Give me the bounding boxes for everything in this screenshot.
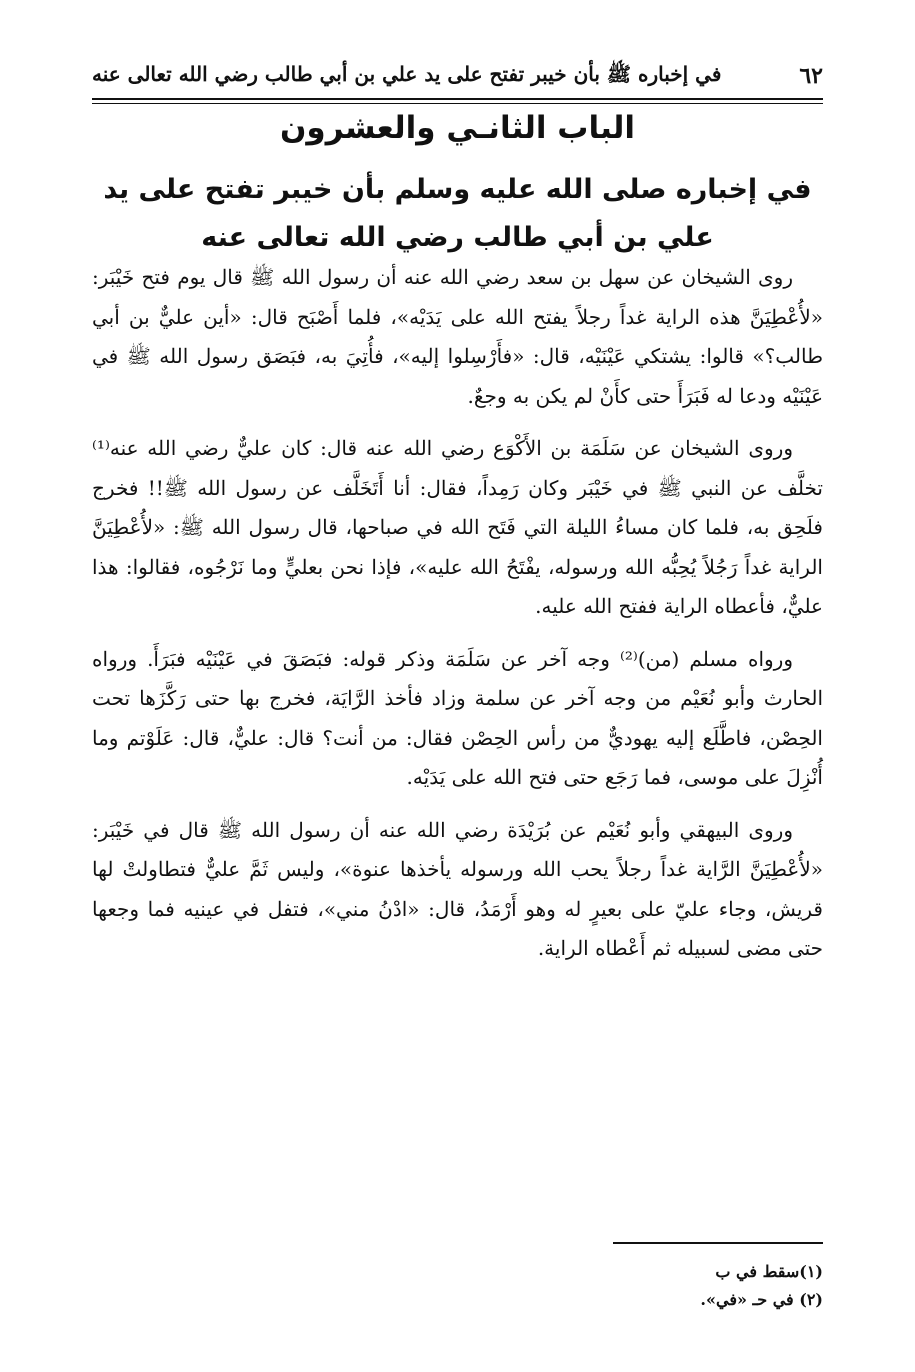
chapter-subtitle: في إخباره صلى الله عليه وسلم بأن خيبر تفتح على يد علي بن أبي طالب رضي الله تعالى عنه [103, 174, 812, 253]
paragraph: روى الشيخان عن سهل بن سعد رضي الله عنه أن رسول الله ﷺ قال يوم فتح خَيْبَر: «لأُعْطِيَنَّ هذه الراية غداً رجلاً يفتح الله على يَدَيْه»، فلما أَصْبَح قال: «أين عليٌّ بن أبي طالب؟» قالوا: يشتكي عَيْنَيْه، قال: «فأَرْسِلوا إليه»، فأُتِيَ به، فبَصَق رسول الله ﷺ في عَيْنَيْه ودعا له فَبَرَأَ حتى كأَنْ لم يكن به وجعٌ. [92, 265, 823, 408]
paragraph: وروى الشيخان عن سَلَمَة بن الأَكْوَع رضي الله عنه قال: كان عليٌّ رضي الله عنه⁽¹⁾ تخلَّف عن النبي ﷺ في خَيْبَر وكان رَمِداً، فقال: أنا أَتَخَلَّف عن رسول الله ﷺ!! فخرج فلَحِق به، فلما كان مساءُ الليلة التي فَتَح الله في صباحها، قال رسول الله ﷺ: «لأُعْطِيَنَّ الراية غداً رَجُلاً يُحِبُّه الله ورسوله، يفْتَحُ الله عليه»، فإذا نحن بعليٍّ وما نَرْجُوه، فقالوا: هذا عليٌّ، فأعطاه الراية ففتح الله عليه. [92, 436, 823, 618]
footnote: (٢) في حـ «في». [700, 1290, 823, 1309]
footnotes [423, 1258, 823, 1314]
body-text [92, 258, 823, 982]
running-title: في إخباره ﷺ بأن خيبر تفتح على يد علي بن أبي طالب رضي الله تعالى عنه [92, 61, 722, 86]
chapter-title: الباب الثانـي والعشرون [279, 110, 636, 146]
page-number: ٦٢ [799, 63, 823, 89]
paragraph: ورواه مسلم (من)⁽²⁾ وجه آخر عن سَلَمَة وذكر قوله: فبَصَقَ في عَيْنَيْه فبَرَأَ. ورواه الحارث وأبو نُعَيْم من وجه آخر عن سلمة وزاد فأخذ الرَّايَة، فخرج بها حتى رَكَّزَها تحت الحِصْن، فاطَّلَع إليه يهوديٌّ من رأس الحِصْن فقال: من أنت؟ قال: عليٌّ، قال: عَلَوْتم وما أُنْزِلَ على موسى، فما رَجَع حتى فتح الله على يَدَيْه. [92, 646, 824, 789]
paragraph: وروى البيهقي وأبو نُعَيْم عن بُرَيْدَة رضي الله عنه أن رسول الله ﷺ قال في خَيْبَر: «لأُعْطِيَنَّ الرَّاية غداً رجلاً يحب الله ورسوله يأخذها عنوة»، وليس ثَمَّ عليٌّ فتطاولتْ لها قريش، وجاء عليّ على بعيرٍ له وهو أَرْمَدُ، قال: «ادْنُ مني»، فتفل في عينيه فما وجعها حتى مضى لسبيله ثم أَعْطاه الراية. [92, 817, 823, 960]
header-rule [92, 98, 823, 104]
running-header [92, 58, 823, 94]
footnote: (١)سقط في ب [715, 1262, 823, 1281]
footnote-rule [613, 1242, 823, 1244]
